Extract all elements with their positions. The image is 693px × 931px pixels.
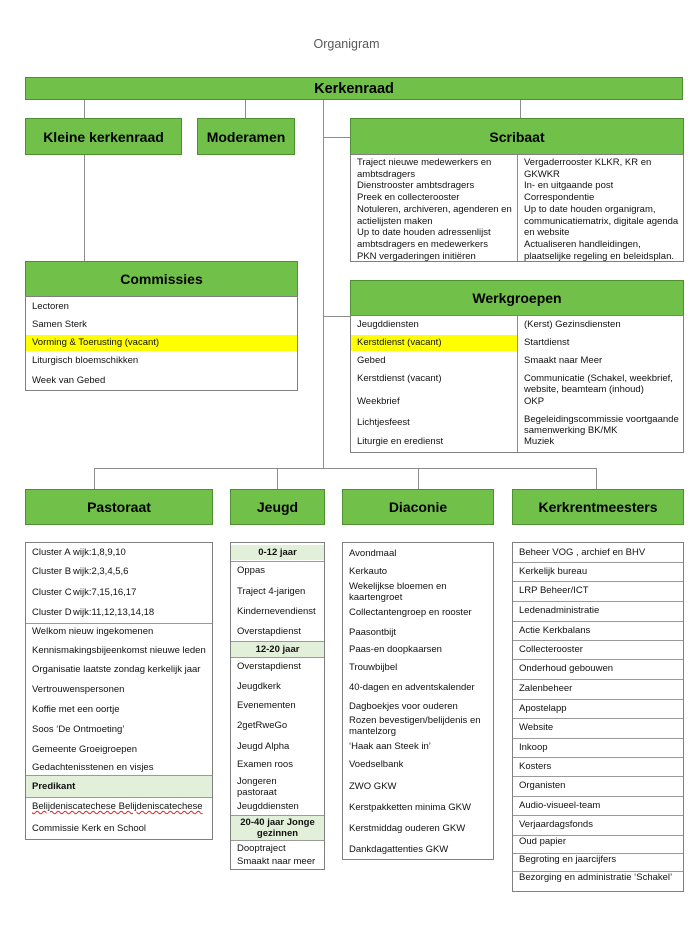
werkgroep-item: (Kerst) Gezinsdiensten [524, 319, 621, 330]
jeugd-item: Kindernevendienst [237, 606, 316, 617]
scribaat-item: Preek en collecterooster [357, 192, 460, 204]
pastoraat-item: Soos ‘De Ontmoeting’ [32, 724, 125, 735]
diaconie-item: ‘Haak aan Steek in’ [349, 741, 431, 752]
divider [26, 797, 212, 798]
divider [513, 640, 683, 641]
jeugd-item: Jeugdkerk [237, 681, 281, 692]
scribaat-item: Up to date houden organigram, communicatiematrix, digitale agenda en website [524, 203, 679, 239]
scribaat-divider [517, 155, 518, 261]
diaconie-item: Kerstmiddag ouderen GKW [349, 823, 466, 834]
jeugd-item: Jeugd Alpha [237, 741, 290, 752]
divider [513, 601, 683, 602]
connector [323, 137, 350, 138]
werkgroepen-header: Werkgroepen [350, 280, 684, 316]
divider [513, 679, 683, 680]
kerkrentmeesters-item: Beheer VOG , archief en BHV [519, 547, 646, 558]
cluster-wijk: wijk:7,15,16,17 [73, 587, 137, 598]
diaconie-item: Paas-en doopkaarsen [349, 644, 442, 655]
scribaat-item: Up to date houden adressenlijst ambtsdragers en medewerkers [357, 227, 491, 250]
commissie-item: Liturgisch bloemschikken [32, 355, 139, 366]
diaconie-item: Trouwbijbel [349, 662, 398, 673]
werkgroep-item: Kerstdienst (vacant) [357, 337, 442, 348]
pastoraat-item: Gedachtenisstenen en visjes [32, 762, 154, 773]
werkgroep-item: Communicatie (Schakel, weekbrief, website, beamteam (inhoud) [524, 373, 673, 395]
commissie-item: Week van Gebed [32, 375, 106, 386]
divider [513, 815, 683, 816]
divider [513, 621, 683, 622]
divider [231, 561, 324, 562]
werkgroep-item: Jeugddiensten [357, 319, 419, 330]
diaconie-item: Paasontbijt [349, 627, 397, 638]
divider [26, 775, 212, 776]
diaconie-item: ZWO GKW [349, 781, 397, 792]
diaconie-item: Avondmaal [349, 548, 397, 559]
werkgroep-item: Gebed [357, 355, 386, 366]
diaconie-item: Kerkauto [349, 566, 388, 577]
werkgroep-item: Lichtjesfeest [357, 417, 410, 428]
cluster-name: Cluster C [32, 587, 72, 598]
connector [323, 100, 324, 468]
diaconie-item: Dankdagattenties GKW [349, 844, 449, 855]
werkgroep-item: Liturgie en eredienst [357, 436, 444, 447]
kerkrentmeesters-item: Zalenbeheer [519, 683, 573, 694]
pastoraat-item: Belijdeniscatechese Belijdeniscatechese [32, 801, 203, 812]
connector [94, 468, 95, 489]
jeugd-item: Traject 4-jarigen [237, 586, 306, 597]
divider [513, 738, 683, 739]
divider [26, 623, 212, 624]
connector [418, 468, 419, 489]
connector [596, 468, 597, 489]
kerkrentmeesters-item: Website [519, 722, 554, 733]
scribaat-left-column [357, 157, 513, 262]
pastoraat-item: Welkom nieuw ingekomenen [32, 626, 154, 637]
diaconie-box [342, 542, 494, 860]
connector [520, 100, 521, 118]
connector [245, 100, 246, 118]
cluster-wijk: wijk:1,8,9,10 [73, 547, 126, 558]
scribaat-header: Scribaat [350, 118, 684, 155]
jeugd-header: Jeugd [230, 489, 325, 525]
werkgroep-item: Muziek [524, 436, 555, 447]
divider [513, 581, 683, 582]
scribaat-item: PKN vergaderingen initiëren [357, 250, 476, 262]
diaconie-header: Diaconie [342, 489, 494, 525]
jeugd-group-label: 12-20 jaar [255, 644, 300, 655]
werkgroepen-divider [517, 316, 518, 452]
werkgroep-item: Startdienst [524, 337, 570, 348]
scribaat-right-column [524, 157, 680, 262]
diaconie-item: Collectantengroep en rooster [349, 607, 472, 618]
kerkrentmeesters-item: Bezorging en administratie ‘Schakel’ [519, 872, 673, 883]
cluster-wijk: wijk:11,12,13,14,18 [73, 607, 155, 618]
pastoraat-item: Organisatie laatste zondag kerkelijk jaar [32, 664, 201, 675]
scribaat-item: Notuleren, archiveren, agenderen en actielijsten maken [357, 203, 512, 227]
werkgroep-item: Weekbrief [357, 396, 400, 407]
pastoraat-item: Vertrouwenspersonen [32, 684, 125, 695]
divider [513, 562, 683, 563]
divider [513, 776, 683, 777]
kerkrentmeesters-item: Apostelapp [519, 703, 567, 714]
commissies-header: Commissies [25, 261, 298, 297]
connector [323, 316, 350, 317]
pastoraat-item: Koffie met een oortje [32, 704, 120, 715]
scribaat-item: Traject nieuwe medewerkers en ambtsdragers [357, 157, 492, 180]
jeugd-item: Dooptraject [237, 843, 286, 854]
kerkrentmeesters-item: Actie Kerkbalans [519, 625, 591, 636]
commissie-item: Lectoren [32, 301, 69, 312]
jeugd-group-label: 0-12 jaar [258, 547, 297, 558]
connector [84, 155, 85, 261]
moderamen-header: Moderamen [197, 118, 295, 155]
commissies-box [25, 296, 298, 391]
diaconie-item: Kerstpakketten minima GKW [349, 802, 471, 813]
kerkrentmeesters-item: LRP Beheer/ICT [519, 585, 589, 596]
werkgroep-item: Kerstdienst (vacant) [357, 373, 442, 384]
jeugd-item: Smaakt naar meer [237, 856, 316, 867]
predikant-label: Predikant [32, 781, 76, 792]
kerkrentmeesters-box [512, 542, 684, 892]
pastoraat-item: Commissie Kerk en School [32, 823, 147, 834]
jeugd-item: Jeugddiensten [237, 801, 299, 812]
divider [513, 659, 683, 660]
commissie-item: Vorming & Toerusting (vacant) [32, 337, 160, 348]
divider [513, 718, 683, 719]
kerkrentmeesters-item: Audio-visueel-team [519, 800, 601, 811]
cluster-name: Cluster A [32, 547, 71, 558]
scribaat-item: Vergaderrooster KLKR, KR en GKWKR [524, 157, 652, 180]
connector [94, 468, 597, 469]
jeugd-item: 2getRweGo [237, 720, 288, 731]
jeugd-item: Oppas [237, 565, 265, 576]
jeugd-item: Overstapdienst [237, 626, 301, 637]
pastoraat-item: Gemeente Groeigroepen [32, 744, 138, 755]
werkgroepen-box [350, 315, 684, 453]
kleine-kerkenraad-header: Kleine kerkenraad [25, 118, 182, 155]
werkgroep-item: Smaakt naar Meer [524, 355, 603, 366]
diaconie-item: Voedselbank [349, 759, 404, 770]
connector [277, 468, 278, 489]
connector [84, 100, 85, 118]
diaconie-item: Wekelijkse bloemen en kaartengroet [349, 581, 447, 603]
cluster-name: Cluster B [32, 566, 72, 577]
scribaat-box [350, 154, 684, 262]
divider [231, 657, 324, 658]
divider [513, 796, 683, 797]
kerkenraad-header: Kerkenraad [25, 77, 683, 100]
diaconie-item: Rozen bevestigen/belijdenis en mantelzorg [349, 715, 481, 737]
kerkrentmeesters-item: Begroting en jaarcijfers [519, 854, 617, 865]
jeugd-group-label: 20-40 jaar Jonge gezinnen [240, 817, 315, 839]
jeugd-item: Jongeren pastoraat [237, 776, 277, 798]
pastoraat-box [25, 542, 213, 840]
cluster-name: Cluster D [32, 607, 72, 618]
jeugd-box [230, 542, 325, 870]
scribaat-item: Correspondentie [524, 192, 595, 204]
cluster-wijk: wijk:2,3,4,5,6 [73, 566, 129, 577]
kerkrentmeesters-item: Collecterooster [519, 644, 583, 655]
kerkrentmeesters-item: Verjaardagsfonds [519, 819, 593, 830]
jeugd-item: Overstapdienst [237, 661, 301, 672]
diaconie-item: Dagboekjes voor ouderen [349, 701, 458, 712]
kerkrentmeesters-item: Kerkelijk bureau [519, 566, 588, 577]
divider [231, 840, 324, 841]
scribaat-item: In- en uitgaande post [524, 180, 614, 192]
divider [513, 699, 683, 700]
scribaat-item: Actualiseren handleidingen, plaatselijke regeling en beleidsplan. [524, 238, 674, 262]
commissie-item: Samen Sterk [32, 319, 87, 330]
kerkrentmeesters-item: Onderhoud gebouwen [519, 663, 614, 674]
werkgroep-item: Begeleidingscommissie voortgaande samenwerking BK/MK [524, 414, 679, 436]
kerkrentmeesters-item: Oud papier [519, 836, 567, 847]
pastoraat-item: Kennismakingsbijeenkomst nieuwe leden [32, 645, 206, 656]
pastoraat-header: Pastoraat [25, 489, 213, 525]
scribaat-item: Dienstrooster ambtsdragers [357, 180, 475, 192]
kerkrentmeesters-item: Kosters [519, 761, 552, 772]
divider [513, 757, 683, 758]
werkgroep-item: OKP [524, 396, 545, 407]
jeugd-item: Evenementen [237, 700, 296, 711]
kerkrentmeesters-item: Ledenadministratie [519, 605, 600, 616]
jeugd-item: Examen roos [237, 759, 293, 770]
diaconie-item: 40-dagen en adventskalender [349, 682, 475, 693]
kerkrentmeesters-item: Inkoop [519, 742, 548, 753]
kerkrentmeesters-item: Organisten [519, 780, 566, 791]
page-title: Organigram [313, 37, 380, 51]
kerkrentmeesters-header: Kerkrentmeesters [512, 489, 684, 525]
